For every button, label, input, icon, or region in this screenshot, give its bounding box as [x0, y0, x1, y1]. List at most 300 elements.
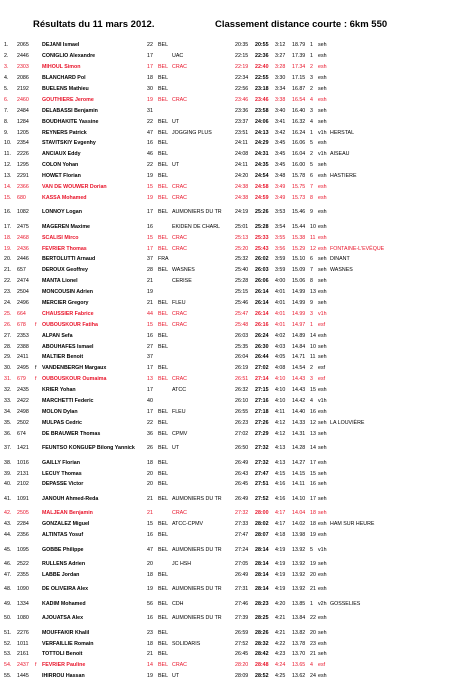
gender-mark — [34, 569, 41, 580]
city-cell — [329, 479, 429, 490]
pace-cell: 4:23 — [275, 651, 286, 658]
gender-mark — [34, 116, 41, 127]
nationality-cell: BEL — [158, 86, 169, 92]
rank-cell: 30. — [4, 365, 12, 372]
category-cell: seh — [318, 430, 327, 437]
category-rank-cell: 4 — [310, 398, 313, 405]
table-row — [3, 265, 429, 276]
table-row — [3, 627, 429, 638]
rank-cell: 35. — [4, 419, 12, 426]
time-cell: 28:52 — [255, 673, 269, 680]
category-cell: seh — [318, 278, 327, 285]
category-rank-cell: 16 — [310, 408, 316, 415]
category-cell: seh — [318, 510, 327, 517]
bib-cell: 1284 — [17, 118, 29, 125]
bib-cell: 1295 — [17, 162, 29, 169]
bib-cell: 664 — [17, 310, 26, 317]
category-cell: esh — [318, 459, 327, 466]
name-cell: KADIM Mohamed — [42, 600, 86, 607]
nationality-cell: BEL — [158, 532, 169, 539]
speed-cell: 13.70 — [292, 651, 306, 658]
table-row — [3, 508, 429, 519]
start-time-cell: 25:35 — [235, 343, 249, 350]
club-cell: CRAC — [172, 96, 188, 103]
club-cell: ATCC-CPMV — [172, 521, 204, 528]
start-time-cell: 24:20 — [235, 173, 249, 180]
speed-cell: 14.71 — [292, 354, 306, 361]
age-cell: 17 — [147, 365, 153, 372]
pace-cell: 3:30 — [275, 75, 286, 82]
city-cell — [329, 439, 429, 457]
time-cell: 27:32 — [255, 445, 269, 452]
results-table — [3, 40, 429, 682]
speed-cell: 16.87 — [292, 86, 306, 92]
name-cell: DE BRAUWER Thomas — [42, 430, 101, 437]
bib-cell: 657 — [17, 267, 26, 274]
name-cell: OUBOUSKOUR Fatiha — [42, 321, 98, 328]
club-cell: CPMV — [172, 430, 188, 437]
nationality-cell: BEL — [158, 129, 169, 136]
start-time-cell: 27:33 — [235, 521, 249, 528]
start-time-cell: 27:47 — [235, 532, 249, 539]
club-cell: ATCC — [172, 387, 187, 394]
city-cell — [329, 352, 429, 363]
table-row — [3, 243, 429, 254]
city-cell — [329, 490, 429, 508]
category-rank-cell: 2 — [310, 365, 313, 372]
start-time-cell: 25:40 — [235, 267, 249, 274]
club-cell — [171, 171, 234, 182]
pace-cell: 3:41 — [275, 118, 286, 125]
category-cell: esh — [318, 64, 327, 71]
category-rank-cell: 11 — [310, 354, 316, 361]
rank-cell: 39. — [4, 470, 12, 477]
start-time-cell: 23:51 — [235, 129, 249, 136]
speed-cell: 16.32 — [292, 118, 306, 125]
pace-cell: 4:02 — [275, 332, 286, 339]
age-cell: 46 — [147, 151, 153, 158]
pace-cell: 4:10 — [275, 387, 286, 394]
nationality-cell — [157, 385, 171, 396]
table-row — [3, 192, 429, 203]
table-row — [3, 40, 429, 51]
start-time-cell: 26:45 — [235, 651, 249, 658]
nationality-cell: BEL — [158, 651, 169, 658]
pace-cell: 4:10 — [275, 376, 286, 383]
gender-mark — [34, 203, 41, 221]
time-cell: 28:14 — [255, 546, 269, 553]
time-cell: 24:58 — [255, 184, 269, 191]
pace-cell: 4:03 — [275, 343, 286, 350]
category-cell: esh — [318, 408, 327, 415]
city-cell — [329, 287, 429, 298]
speed-cell: 16.04 — [292, 151, 306, 158]
name-cell: MONCOUSIN Adrien — [42, 289, 94, 296]
rank-cell: 52. — [4, 640, 12, 647]
rank-cell: 12. — [4, 162, 12, 169]
time-cell: 27:16 — [255, 398, 269, 405]
city-cell — [329, 396, 429, 407]
pace-cell: 4:01 — [275, 321, 286, 328]
speed-cell: 15.73 — [292, 194, 306, 201]
category-rank-cell: 10 — [310, 343, 316, 350]
rank-cell: 46. — [4, 560, 12, 567]
pace-cell: 3:56 — [275, 245, 286, 252]
bib-cell: 1445 — [17, 673, 29, 680]
category-cell: esh — [318, 586, 327, 593]
start-time-cell: 23:36 — [235, 107, 249, 114]
name-cell: COLON Yohan — [42, 162, 79, 169]
start-time-cell: 22:34 — [235, 75, 249, 82]
rank-cell: 3. — [4, 64, 9, 71]
age-cell: 15 — [147, 521, 153, 528]
speed-cell: 16.06 — [292, 140, 306, 147]
nationality-cell — [157, 508, 171, 519]
start-time-cell: 25:28 — [235, 278, 249, 285]
category-cell: seh — [318, 343, 327, 350]
gender-mark — [34, 559, 41, 570]
name-cell: BOUDHAKITE Yassine — [42, 118, 99, 125]
start-time-cell: 27:32 — [235, 510, 249, 517]
category-cell: esh — [318, 75, 327, 82]
rank-cell: 7. — [4, 107, 9, 114]
category-cell: seh — [318, 267, 327, 274]
gender-mark — [34, 352, 41, 363]
age-cell: 22 — [147, 118, 153, 125]
rank-cell: 28. — [4, 343, 12, 350]
time-cell: 27:26 — [255, 419, 269, 426]
age-cell: 21 — [147, 495, 153, 502]
nationality-cell: BEL — [158, 629, 169, 636]
club-cell: CRAC — [172, 662, 188, 669]
table-row — [3, 374, 429, 385]
time-cell: 27:29 — [255, 430, 269, 437]
table-row — [3, 73, 429, 84]
gender-mark — [34, 439, 41, 457]
gender-mark — [34, 330, 41, 341]
rank-cell: 32. — [4, 387, 12, 394]
rank-cell: 4. — [4, 75, 9, 82]
gender-mark — [34, 530, 41, 541]
city-cell — [329, 203, 429, 221]
category-rank-cell: 12 — [310, 245, 316, 252]
nationality-cell: BEL — [158, 173, 169, 180]
bib-cell: 674 — [17, 430, 26, 437]
name-cell: MULPAS Cedric — [42, 419, 82, 426]
category-rank-cell: 17 — [310, 495, 316, 502]
category-cell: esh — [318, 223, 327, 230]
time-cell: 26:30 — [255, 343, 269, 350]
start-time-cell: 24:38 — [235, 184, 249, 191]
gender-mark — [34, 298, 41, 309]
nationality-cell: BEL — [158, 209, 169, 216]
category-cell: seh — [318, 560, 327, 567]
club-cell: EKIDEN DE CHARL — [172, 223, 220, 230]
table-row — [3, 439, 429, 457]
gender-mark — [34, 385, 41, 396]
name-cell: GOBBE Philippe — [42, 546, 84, 553]
age-cell: 36 — [147, 430, 153, 437]
table-row — [3, 221, 429, 232]
speed-cell: 15.29 — [292, 245, 306, 252]
rank-cell: 51. — [4, 629, 12, 636]
category-rank-cell: 3 — [310, 75, 313, 82]
category-rank-cell: 2 — [310, 64, 313, 71]
pace-cell: 3:27 — [275, 53, 286, 60]
rank-cell: 47. — [4, 571, 12, 578]
name-cell: MOLON Dylan — [42, 408, 78, 415]
city-cell — [329, 559, 429, 570]
age-cell: 21 — [147, 278, 153, 285]
speed-cell: 14.99 — [292, 310, 306, 317]
category-rank-cell: 2 — [310, 151, 313, 158]
club-cell — [171, 468, 234, 479]
category-cell: esh — [318, 532, 327, 539]
time-cell: 26:44 — [255, 354, 269, 361]
category-rank-cell: 7 — [310, 267, 313, 274]
start-time-cell: 26:10 — [235, 398, 249, 405]
time-cell: 23:46 — [255, 96, 269, 103]
age-cell: 18 — [147, 640, 153, 647]
club-cell: CRAC — [172, 194, 188, 201]
table-row — [3, 569, 429, 580]
club-cell — [171, 396, 234, 407]
gender-mark — [34, 468, 41, 479]
name-cell: VAN DE WOUWER Dorian — [42, 184, 107, 191]
rank-cell: 34. — [4, 408, 12, 415]
gender-mark — [34, 276, 41, 287]
time-cell: 28:14 — [255, 560, 269, 567]
bib-cell: 2065 — [17, 42, 29, 49]
rank-cell: 42. — [4, 510, 12, 517]
club-cell — [171, 287, 234, 298]
pace-cell: 4:12 — [275, 430, 286, 437]
name-cell: MIHOUL Simon — [42, 64, 81, 71]
age-cell: 18 — [147, 459, 153, 466]
gender-mark — [34, 94, 41, 105]
city-cell — [329, 341, 429, 352]
start-time-cell: 26:43 — [235, 470, 249, 477]
table-row — [3, 519, 429, 530]
bib-cell: 2436 — [17, 245, 29, 252]
name-cell: SCALISI Mirco — [42, 234, 79, 241]
speed-cell: 13.98 — [292, 532, 306, 539]
rank-cell: 23. — [4, 289, 12, 296]
table-row — [3, 160, 429, 171]
start-time-cell: 24:08 — [235, 151, 249, 158]
rank-cell: 20. — [4, 256, 12, 263]
age-cell: 21 — [147, 510, 153, 517]
category-cell: v2h — [318, 600, 327, 607]
name-cell: MALTIER Benoit — [42, 354, 84, 361]
club-cell: AUMONIERS DU TR — [172, 586, 222, 593]
table-row — [3, 396, 429, 407]
category-rank-cell: 9 — [310, 300, 313, 307]
category-cell: seh — [318, 162, 327, 169]
city-cell — [329, 94, 429, 105]
city-cell — [329, 569, 429, 580]
club-cell — [171, 330, 234, 341]
table-row — [3, 298, 429, 309]
speed-cell: 16.00 — [292, 162, 306, 169]
pace-cell: 3:28 — [275, 64, 286, 71]
category-rank-cell: 6 — [310, 173, 313, 180]
speed-cell: 14.43 — [292, 376, 306, 383]
gender-mark: f — [35, 376, 37, 383]
start-time-cell: 23:46 — [235, 96, 249, 103]
time-cell: 28:25 — [255, 615, 269, 622]
club-cell — [171, 254, 234, 265]
gender-mark — [34, 609, 41, 627]
category-cell: seh — [318, 354, 327, 361]
speed-cell: 15.09 — [292, 267, 306, 274]
page-title: Résultats du 11 mars 2012. — [33, 19, 155, 30]
city-cell — [329, 407, 429, 418]
club-cell: AUMONIERS DU TR — [172, 209, 222, 216]
gender-mark — [34, 671, 41, 682]
start-time-cell: 26:51 — [235, 376, 249, 383]
category-cell: esh — [318, 245, 327, 252]
speed-cell: 14.33 — [292, 419, 306, 426]
category-rank-cell: 14 — [310, 445, 316, 452]
nationality-cell: BEL — [158, 470, 169, 477]
table-row — [3, 341, 429, 352]
time-cell: 28:14 — [255, 571, 269, 578]
city-cell — [329, 308, 429, 319]
time-cell: 28:26 — [255, 629, 269, 636]
start-time-cell: 27:46 — [235, 600, 249, 607]
start-time-cell: 25:46 — [235, 300, 249, 307]
age-cell: 13 — [147, 376, 153, 383]
city-cell — [329, 530, 429, 541]
age-cell: 40 — [147, 398, 153, 405]
bib-cell: 2437 — [17, 662, 29, 669]
bib-cell: 1421 — [17, 445, 29, 452]
time-cell: 27:18 — [255, 408, 269, 415]
gender-mark — [34, 428, 41, 439]
speed-cell: 14.99 — [292, 300, 306, 307]
speed-cell: 14.27 — [292, 459, 306, 466]
start-time-cell: 26:32 — [235, 387, 249, 394]
city-cell: HERSTAL — [330, 129, 355, 136]
pace-cell: 3:45 — [275, 140, 286, 147]
pace-cell: 3:53 — [275, 209, 286, 216]
age-cell: 19 — [147, 194, 153, 201]
bib-cell: 2284 — [17, 521, 29, 528]
name-cell: GOUTHIERE Jerome — [42, 96, 94, 103]
name-cell: MARCHETTI Federic — [42, 398, 94, 405]
gender-mark — [34, 105, 41, 116]
start-time-cell: 24:38 — [235, 194, 249, 201]
table-row — [3, 363, 429, 374]
gender-mark — [34, 254, 41, 265]
club-cell: CRAC — [172, 184, 188, 191]
bib-cell: 2495 — [17, 365, 29, 372]
category-rank-cell: 17 — [310, 459, 316, 466]
age-cell: 27 — [147, 343, 153, 350]
time-cell: 24:31 — [255, 151, 269, 158]
time-cell: 25:26 — [255, 209, 269, 216]
age-cell: 56 — [147, 600, 153, 607]
bib-cell: 2496 — [17, 300, 29, 307]
nationality-cell: BEL — [158, 234, 169, 241]
city-cell — [329, 116, 429, 127]
gender-mark — [34, 479, 41, 490]
rank-cell: 18. — [4, 234, 12, 241]
name-cell: VERFAILLIE Romain — [42, 640, 94, 647]
speed-cell: 16.24 — [292, 129, 306, 136]
table-row — [3, 116, 429, 127]
page-header — [0, 19, 452, 35]
gender-mark — [34, 308, 41, 319]
rank-cell: 50. — [4, 615, 12, 622]
table-row — [3, 62, 429, 73]
city-cell — [329, 541, 429, 559]
category-cell: seh — [318, 629, 327, 636]
club-cell: CRAC — [172, 310, 188, 317]
gender-mark — [34, 265, 41, 276]
speed-cell: 17.34 — [292, 64, 306, 71]
category-cell: esh — [318, 173, 327, 180]
speed-cell: 14.15 — [292, 470, 306, 477]
bib-cell: 1080 — [17, 615, 29, 622]
pace-cell: 3:40 — [275, 107, 286, 114]
nationality-cell: BEL — [158, 615, 169, 622]
age-cell: 22 — [147, 162, 153, 169]
table-row — [3, 232, 429, 243]
time-cell: 28:42 — [255, 651, 269, 658]
age-cell: 22 — [147, 419, 153, 426]
time-cell: 26:14 — [255, 300, 269, 307]
gender-mark — [34, 407, 41, 418]
name-cell: OUBOUSKOUR Oumaima — [42, 376, 107, 383]
time-cell: 20:55 — [255, 42, 269, 49]
start-time-cell: 25:15 — [235, 289, 249, 296]
name-cell: JANOUH Ahmed-Reda — [42, 495, 99, 502]
time-cell: 22:36 — [255, 53, 269, 60]
category-cell: esh — [318, 289, 327, 296]
speed-cell: 13.92 — [292, 560, 306, 567]
pace-cell: 4:17 — [275, 521, 286, 528]
category-cell: esf — [318, 662, 326, 669]
start-time-cell: 27:05 — [235, 560, 249, 567]
bib-cell: 2355 — [17, 571, 29, 578]
nationality-cell: BEL — [158, 300, 169, 307]
club-cell — [171, 138, 234, 149]
pace-cell: 4:19 — [275, 586, 286, 593]
category-cell: v1h — [318, 129, 327, 136]
city-cell — [329, 385, 429, 396]
category-cell: seh — [318, 481, 327, 488]
time-cell: 23:58 — [255, 107, 269, 114]
pace-cell: 3:49 — [275, 194, 286, 201]
city-cell: WASNES — [330, 267, 353, 274]
city-cell — [329, 298, 429, 309]
speed-cell: 14.97 — [292, 321, 306, 328]
rank-cell: 10. — [4, 140, 12, 147]
bib-cell: 2446 — [17, 256, 29, 263]
club-cell — [171, 530, 234, 541]
age-cell: 28 — [147, 267, 153, 274]
time-cell: 24:06 — [255, 118, 269, 125]
start-time-cell: 26:55 — [235, 408, 249, 415]
time-cell: 26:03 — [255, 267, 269, 274]
time-cell: 27:32 — [255, 459, 269, 466]
category-cell: seh — [318, 256, 327, 263]
nationality-cell — [157, 51, 171, 62]
bib-cell: 2505 — [17, 510, 29, 517]
start-time-cell: 22:56 — [235, 86, 249, 92]
